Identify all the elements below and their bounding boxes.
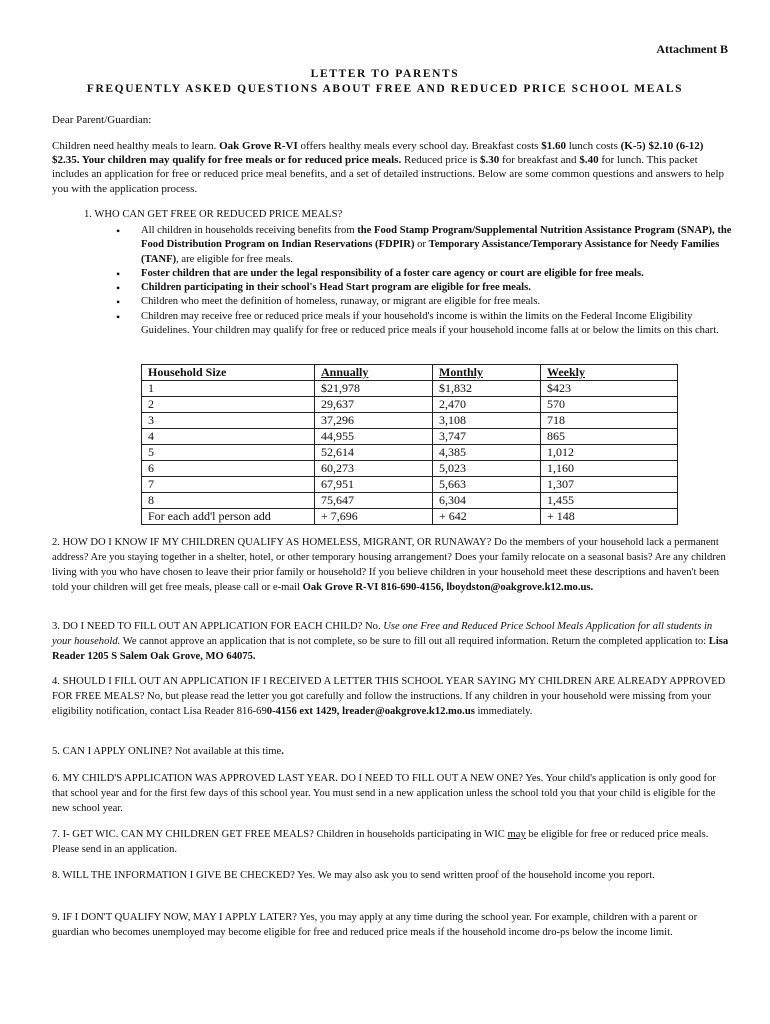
attachment-label: Attachment B	[656, 42, 728, 56]
q7-paragraph: 7. I- GET WIC. CAN MY CHILDREN GET FREE MEALS? Children in households participating in WIC may be eligible for free or reduced price meals. Please send in an application.	[52, 829, 709, 855]
q2-contact: Oak Grove R-VI 816-690-4156, lboydston@oakgrove.k12.mo.us.	[302, 582, 594, 593]
table-row: 6 60,273 5,023 1,160	[142, 461, 678, 477]
faq-title: FREQUENTLY ASKED QUESTIONS ABOUT FREE AND REDUCED PRICE SCHOOL MEALS	[86, 83, 684, 95]
q6-paragraph: 6. MY CHILD'S APPLICATION WAS APPROVED LAST YEAR. DO I NEED TO FILL OUT A NEW ONE? Yes. Your child's application is only good for that school year and for the first few days of this school year. You must send in a new application unless the school told you that your child is eligible for the new school year.	[52, 773, 716, 814]
reduced-breakfast-price: $.30	[480, 154, 500, 167]
table-row: 7 67,951 5,663 1,307	[142, 477, 678, 493]
table-row: 8 75,647 6,304 1,455	[142, 493, 678, 509]
q2-paragraph: 2. HOW DO I KNOW IF MY CHILDREN QUALIFY AS HOMELESS, MIGRANT, OR RUNAWAY? Do the members of your household lack a permanent address? Are you staying together in a shelter, hotel, or other temporary housing arrangement? Does your family relocate on a seasonal basis? Are any children living with you who have chosen to leave their prior family or household? If you believe children in your household meet these descriptions and haven't been told your children will get free meals, please call or e-mail Oak Grove R-VI 816-690-4156, lboydston@oakgrove.k12.mo.us.	[52, 537, 726, 593]
table-row: 5 52,614 4,385 1,012	[142, 445, 678, 461]
letter-title: LETTER TO PARENTS	[310, 68, 460, 80]
lunch-prices: $2.10 (6-12) $2.35.	[52, 140, 704, 167]
list-item: • Children may receive free or reduced price meals if your household's income is within the limits on the Federal Income Eligibility Guidelines. Your children may qualify for free or reduced price meals if your household income falls at or below the limits on this chart.	[110, 310, 735, 339]
q3-paragraph: 3. DO I NEED TO FILL OUT AN APPLICATION FOR EACH CHILD? No. Use one Free and Reduced Price School Meals Application for all students in your household. We cannot approve an application that is not complete, so be sure to fill out all required information. Return the completed application to: Lisa Reader 1205 S Salem Oak Grove, MO 64075.	[52, 621, 729, 662]
header-household-size: Household Size	[142, 365, 315, 381]
table-row: 1 $21,978 $1,832 $423	[142, 381, 678, 397]
q8-paragraph: 8. WILL THE INFORMATION I GIVE BE CHECKED? Yes. We may also ask you to send written proof of the household income you report.	[52, 870, 655, 881]
list-item: • Children participating in their school's Head Start program are eligible for free meals.	[110, 281, 735, 295]
greeting: Dear Parent/Guardian:	[52, 114, 152, 126]
qualify-statement: Your children may qualify for free meals or for reduced price meals.	[79, 154, 402, 167]
list-item: • Foster children that are under the legal responsibility of a foster care agency or court are eligible for free meals.	[110, 267, 735, 281]
table-row: 4 44,955 3,747 865	[142, 429, 678, 445]
intro-paragraph: Children need healthy meals to learn. Oak Grove R-VI offers healthy meals every school day. Breakfast costs $1.60 lunch costs (K-5) $2.10 (6-12) $2.35. Your children may qualify for free meals or for reduced price meals. Reduced price is $.30 for breakfast and $.40 for lunch. This packet includes an application for free or reduced price meal benefits, and a set of detailed instructions. Below are some common questions and answers to help you with the application process.	[52, 140, 725, 195]
q9-paragraph: 9. IF I DON'T QUALIFY NOW, MAY I APPLY LATER? Yes, you may apply at any time during the school year. For example, children with a parent or guardian who becomes unemployed may become eligible for free and reduced price meals if the household income dro-ps below the income limit.	[52, 912, 698, 938]
q5-paragraph: 5. CAN I APPLY ONLINE? Not available at this time.	[52, 746, 284, 757]
table-header-row	[142, 365, 678, 381]
breakfast-price: $1.60	[541, 140, 566, 152]
header-monthly: Monthly	[433, 365, 541, 381]
table-row: 2 29,637 2,470 570	[142, 397, 678, 413]
q4-paragraph: 4. SHOULD I FILL OUT AN APPLICATION IF I RECEIVED A LETTER THIS SCHOOL YEAR SAYING MY CHILDREN ARE ALREADY APPROVED FOR FREE MEALS? No, but please read the letter you got carefully and follow the instructions. If any children in your household were missing from your eligibility notification, contact Lisa Reader 816-690-4156 ext 1429, lreader@oakgrove.k12.mo.us immediately.	[52, 676, 726, 717]
table-row: 3 37,296 3,108 718	[142, 413, 678, 429]
table-row: For each add'l person add + 7,696 + 642 + 148	[142, 509, 678, 525]
header-annually: Annually	[315, 365, 433, 381]
q1-bullet-list	[110, 224, 735, 338]
header-weekly: Weekly	[541, 365, 678, 381]
reduced-lunch-price: $.40	[579, 154, 599, 167]
income-guidelines-table	[141, 364, 678, 525]
q3-return-address: Lisa Reader 1205 S Salem Oak Grove, MO 64075.	[52, 636, 729, 662]
district-name: Oak Grove R-VI	[219, 140, 298, 152]
list-item: • All children in households receiving benefits from the Food Stamp Program/Supplemental Nutrition Assistance Program (SNAP), the Food Distribution Program on Indian Reservations (FDPIR) or Temporary Assistance/Temporary Assistance for Needy Families (TANF), are eligible for free meals.	[110, 224, 735, 267]
q1-heading: 1. WHO CAN GET FREE OR REDUCED PRICE MEALS?	[84, 209, 343, 220]
list-item: • Children who meet the definition of homeless, runaway, or migrant are eligible for free meals.	[110, 295, 735, 309]
q4-contact: 0-4156 ext 1429, lreader@oakgrove.k12.mo.us	[266, 706, 475, 717]
